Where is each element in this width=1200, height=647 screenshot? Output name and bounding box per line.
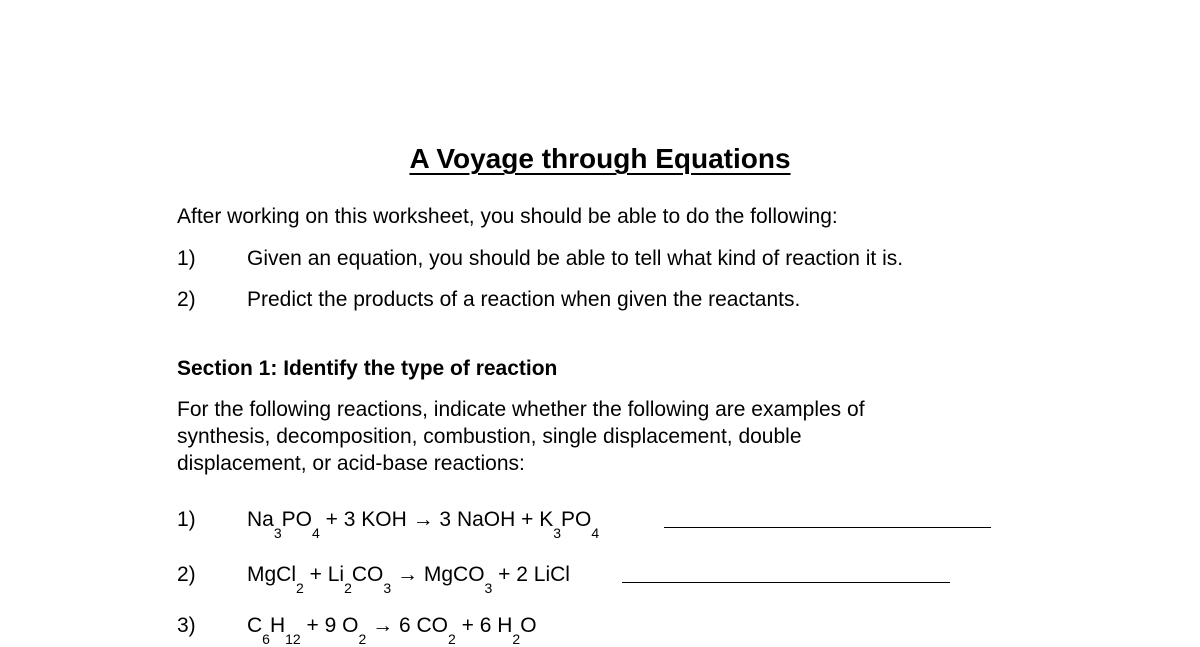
objective-text: Predict the products of a reaction when given the reactants. — [247, 288, 801, 311]
reaction-equation: C 6 H 12 + 9 O 2 → 6 CO 2 + 6 H 2 O — [247, 614, 537, 647]
equation-part: H — [269, 614, 286, 637]
equation-part: + 9 O — [300, 614, 359, 637]
answer-blank[interactable] — [622, 582, 950, 583]
yields-arrow-icon: → — [372, 614, 394, 637]
equation-part: + 3 KOH — [319, 508, 413, 531]
equation-part: PO — [561, 508, 592, 531]
equation-part: MgCO — [418, 563, 485, 586]
objective-number: 1) — [177, 247, 196, 270]
equation-part: 6 CO — [393, 614, 448, 637]
reaction-number: 2) — [177, 563, 196, 586]
equation-part: Na — [247, 508, 274, 531]
equation-part: + Li — [303, 563, 345, 586]
reaction-number: 1) — [177, 508, 196, 531]
yields-arrow-icon: → — [412, 508, 434, 531]
objective-number: 2) — [177, 288, 196, 311]
equation-part: PO — [281, 508, 312, 531]
equation-part: MgCl — [247, 563, 297, 586]
objective-text: Given an equation, you should be able to tell what kind of reaction it is. — [247, 247, 904, 270]
instructions-line: synthesis, decomposition, combustion, single displacement, double — [177, 425, 802, 448]
page-title: A Voyage through Equations — [409, 143, 791, 174]
equation-part: + 2 LiCl — [492, 563, 570, 586]
instructions-line: For the following reactions, indicate whether the following are examples of — [177, 398, 865, 421]
section-heading: Section 1: Identify the type of reaction — [177, 357, 558, 380]
reaction-equation: Na 3 PO 4 + 3 KOH → 3 NaOH + K 3 PO 4 — [247, 508, 600, 541]
equation-part: CO — [351, 563, 384, 586]
yields-arrow-icon: → — [397, 563, 419, 586]
equation-part: C — [247, 614, 263, 637]
intro-text: After working on this worksheet, you should be able to do the following: — [177, 205, 838, 228]
reaction-number: 3) — [177, 614, 196, 637]
equation-part: O — [520, 614, 537, 637]
equation-part: + 6 H — [455, 614, 513, 637]
reaction-equation: MgCl 2 + Li 2 CO 3 → MgCO 3 + 2 LiCl — [247, 563, 570, 596]
equation-part: 3 NaOH + K — [433, 508, 554, 531]
answer-blank[interactable] — [664, 527, 991, 528]
instructions-line: displacement, or acid-base reactions: — [177, 452, 525, 475]
